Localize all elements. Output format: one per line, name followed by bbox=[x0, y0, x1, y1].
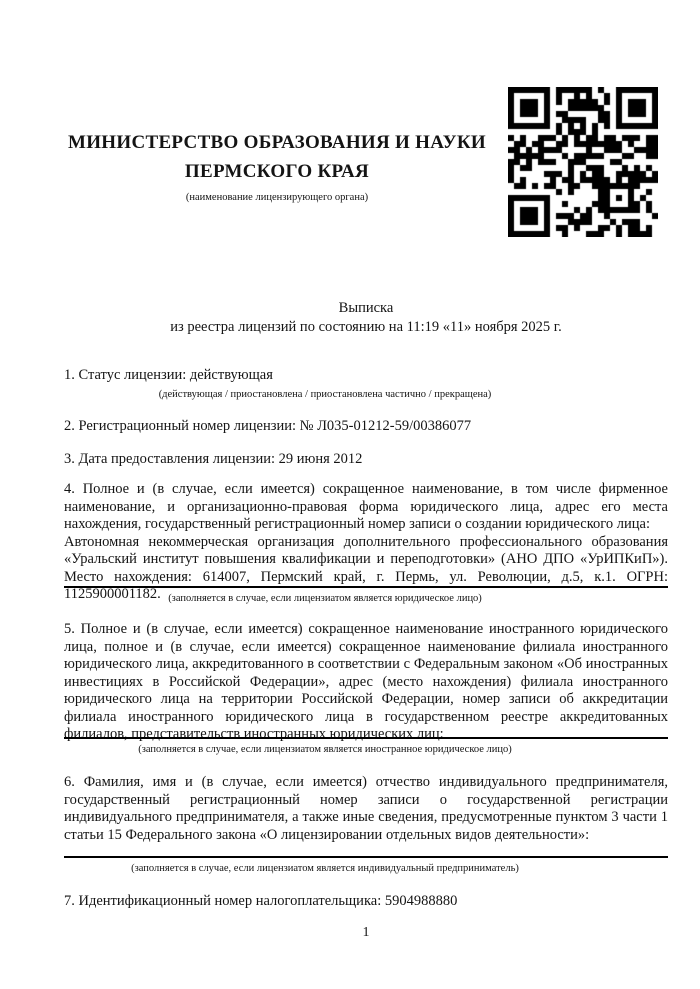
field-foreign-entity-note bbox=[64, 737, 668, 756]
field-grant-date: 3. Дата предоставления лицензии: 29 июня 2012 bbox=[64, 451, 363, 467]
field-legal-entity-note bbox=[64, 586, 668, 605]
field-taxpayer-number: 7. Идентификационный номер налогоплательщика: 5904988880 bbox=[64, 893, 458, 909]
field-registration-number: 2. Регистрационный номер лицензии: № Л035-01212-59/00386077 bbox=[64, 418, 472, 434]
field-legal-entity-caption: (заполняется в случае, если лицензиатом является юридическое лицо) bbox=[168, 593, 482, 604]
field-license-status: 1. Статус лицензии: действующая bbox=[64, 367, 273, 383]
ministry-caption: (наименование лицензирующего органа) bbox=[185, 192, 369, 203]
licensing-authority-header bbox=[64, 128, 490, 204]
field-individual-entrepreneur-caption: (заполняется в случае, если лицензиатом является индивидуальный предприниматель) bbox=[131, 863, 519, 874]
underline-rule bbox=[64, 856, 668, 858]
field-individual-entrepreneur-info: 6. Фамилия, имя и (в случае, если имеется) отчество индивидуального предпринимателя, государственный регистрационный номер записи о государственной регистрации индивидуального предпринимателя, а также иные сведения, предусмотренные пунктом 3 части 1 статьи 15 Федерального закона «О лицензировании отдельных видов деятельности»: bbox=[64, 774, 668, 843]
field-license-status-caption: (действующая / приостановлена / приостановлена частично / прекращена) bbox=[158, 389, 492, 400]
page-number: 1 bbox=[362, 925, 370, 940]
ministry-name-line2: ПЕРМСКОГО КРАЯ bbox=[184, 161, 370, 182]
field-foreign-entity-info: 5. Полное и (в случае, если имеется) сокращенное наименование иностранного юридического лица, полное и (в случае, если имеется) сокращенное наименование филиала иностранного юридического лица, аккредитованного в соответствии с Федеральным законом «Об иностранных инвестициях в Российской Федерации», адрес (место нахождения) филиала иностранного юридического лица на территории Российской Федерации, номер записи об аккредитации филиала иностранного юридического лица в государственном реестре аккредитованных филиалов, представительств иностранных юридических лиц: bbox=[64, 621, 668, 742]
document-title-line2: из реестра лицензий по состоянию на 11:19 «11» ноября 2025 г. bbox=[170, 318, 562, 335]
field-legal-entity-value: Автономная некоммерческая организация дополнительного профессионального образования «Уральский институт повышения квалификации и переподготовки» (АНО ДПО «УрИПКиП»). Место нахождения: 614007, Пермский край, г. Пермь, ул. Революции, д.5, к.1. ОГРН: 1125900001182. bbox=[64, 533, 668, 602]
underline-rule bbox=[64, 737, 668, 739]
field-individual-entrepreneur-note bbox=[64, 856, 668, 875]
document-title bbox=[64, 299, 668, 336]
document-title-line1: Выписка bbox=[338, 300, 394, 316]
qr-code bbox=[508, 87, 658, 237]
ministry-name-line1: МИНИСТЕРСТВО ОБРАЗОВАНИЯ И НАУКИ bbox=[67, 132, 487, 153]
field-legal-entity-label: 4. Полное и (в случае, если имеется) сокращенное наименование, в том числе фирменное наименование, и организационно-правовая форма юридического лица, адрес его места нахождения, государственный регистрационный номер записи о создании юридического лица: bbox=[64, 481, 668, 532]
underline-rule bbox=[64, 586, 668, 588]
field-foreign-entity-caption: (заполняется в случае, если лицензиатом является иностранное юридическое лицо) bbox=[138, 744, 512, 755]
